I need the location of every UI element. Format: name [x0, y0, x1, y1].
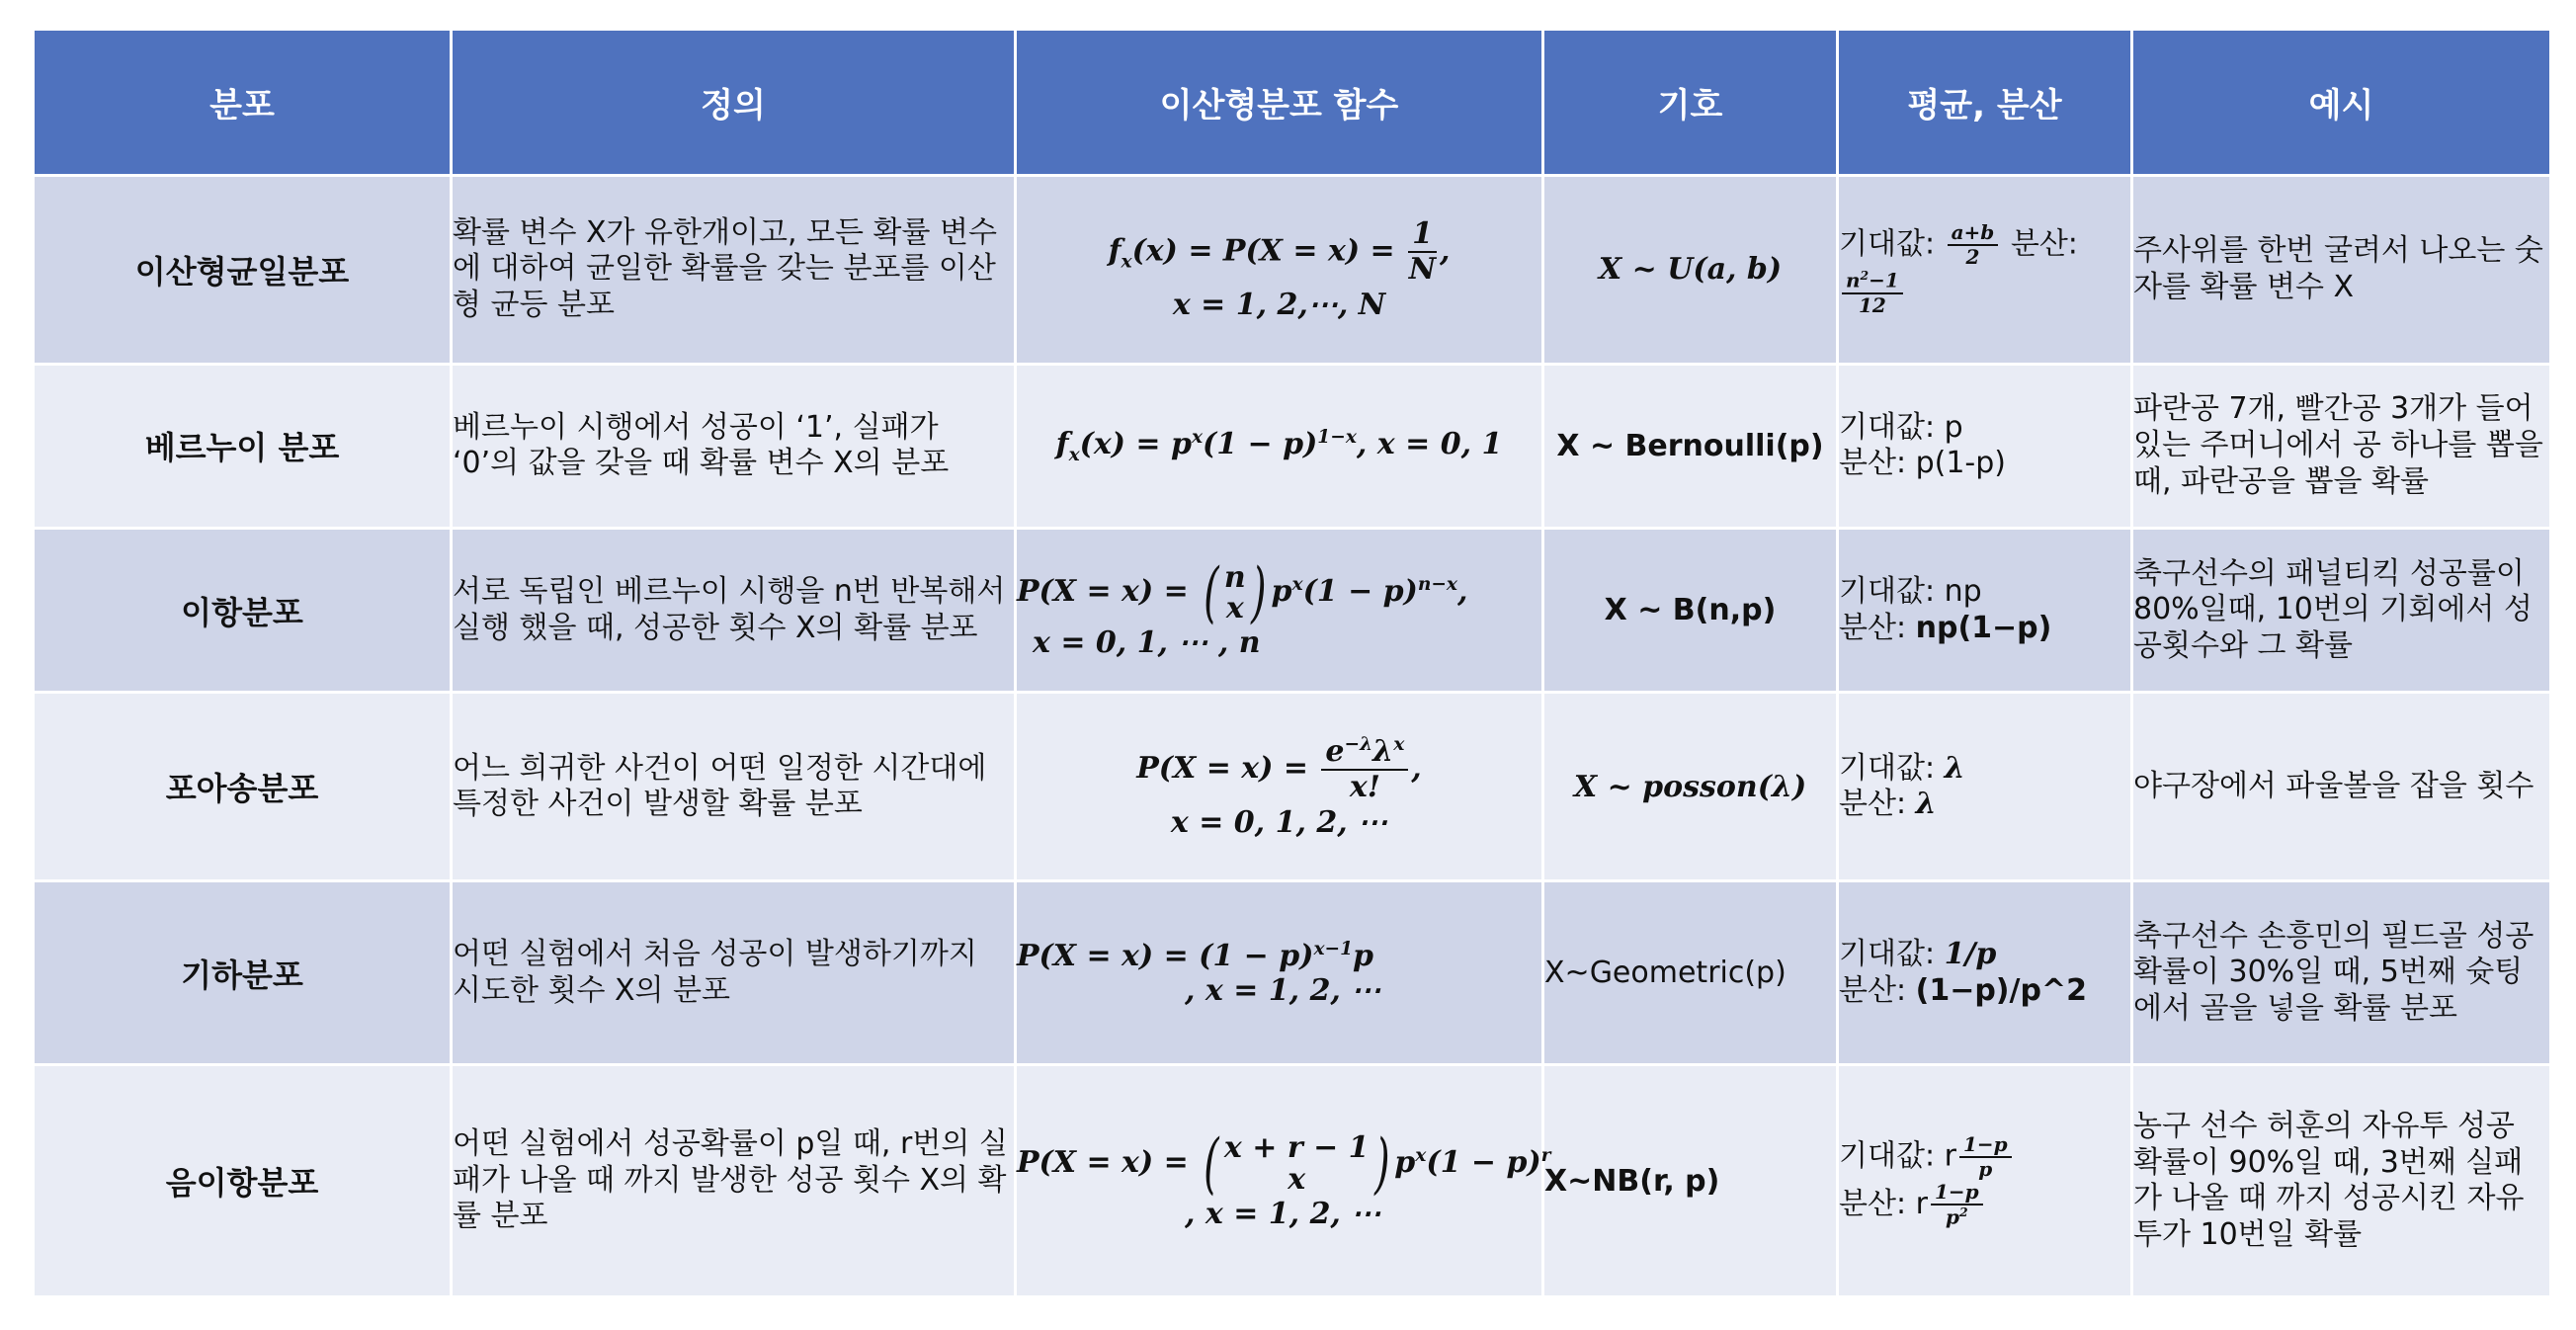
- distribution-name: 이산형균일분포: [34, 176, 452, 365]
- header-row: [34, 30, 2551, 176]
- pmf-cell: $P(X = x) = (1 - p)^{x-1}p$ , x = 1, 2, ⋯: [1016, 880, 1543, 1064]
- distribution-table: [32, 28, 2552, 1298]
- definition-cell: 어떤 실험에서 처음 성공이 발생하기까지 시도한 횟수 X의 분포: [452, 880, 1016, 1064]
- header-pmf: 이산형분포 함수: [1016, 30, 1543, 176]
- symbol-cell: X ~ posson(λ): [1543, 693, 1838, 881]
- mean-variance-cell: 기대값: $\frac{a+b}{2}$ 분산: $\frac{n^2-1}{12}$: [1838, 176, 2132, 365]
- table-row: [34, 176, 2551, 365]
- table-row: [34, 693, 2551, 881]
- mean-variance-cell: 기대값: r $\frac{1-p}{p}$ 분산: r $\frac{1-p}{p^2}$: [1838, 1065, 2132, 1297]
- distribution-name: 베르누이 분포: [34, 364, 452, 528]
- pmf-cell: P(X = x) = ( x + r − 1 x ) $p^x(1 - p)^r$ , x = 1, 2, ⋯: [1016, 1065, 1543, 1297]
- pmf-cell: P(X = x) = ( n x ) $p^x(1 - p)^{n-x}$, x = 0, 1, ⋯ , n: [1016, 528, 1543, 692]
- mean-variance-cell: 기대값: 1/p 분산: (1−p)/p^2: [1838, 880, 2132, 1064]
- definition-cell: 서로 독립인 베르누이 시행을 n번 반복해서 실행 했을 때, 성공한 횟수 X의 확률 분포: [452, 528, 1016, 692]
- symbol-cell: X~Geometric(p): [1543, 880, 1838, 1064]
- header-example: 예시: [2132, 30, 2551, 176]
- symbol-cell: X~NB(r, p): [1543, 1065, 1838, 1297]
- example-cell: 야구장에서 파울볼을 잡을 횟수: [2132, 693, 2551, 881]
- definition-cell: 베르누이 시행에서 성공이 ‘1’, 실패가 ‘0’의 값을 갖을 때 확률 변수 X의 분포: [452, 364, 1016, 528]
- pmf-cell: $f_x(x) = p^x(1 - p)^{1-x}$, x = 0, 1: [1016, 364, 1543, 528]
- table-row: [34, 364, 2551, 528]
- header-definition: 정의: [452, 30, 1016, 176]
- symbol-cell: X ~ B(n,p): [1543, 528, 1838, 692]
- example-cell: 농구 선수 허훈의 자유투 성공 확률이 90%일 때, 3번째 실패가 나올 때 까지 성공시킨 자유투가 10번일 확률: [2132, 1065, 2551, 1297]
- mean-variance-cell: 기대값: p 분산: p(1-p): [1838, 364, 2132, 528]
- header-symbol: 기호: [1543, 30, 1838, 176]
- table-row: [34, 528, 2551, 692]
- pmf-cell: $f_x(x) = P(X = x)$ = $\frac{1}{N}$ , x = 1, 2,⋯, N: [1016, 176, 1543, 365]
- pmf-cell: P(X = x) = $\frac{e^{-\lambda}\lambda^x}{x!}$ , x = 0, 1, 2, ⋯: [1016, 693, 1543, 881]
- example-cell: 주사위를 한번 굴려서 나오는 숫자를 확률 변수 X: [2132, 176, 2551, 365]
- example-cell: 파란공 7개, 빨간공 3개가 들어있는 주머니에서 공 하나를 뽑을 때, 파란공을 뽑을 확률: [2132, 364, 2551, 528]
- definition-cell: 확률 변수 X가 유한개이고, 모든 확률 변수에 대하여 균일한 확률을 갖는 분포를 이산형 균등 분포: [452, 176, 1016, 365]
- example-cell: 축구선수 손흥민의 필드골 성공 확률이 30%일 때, 5번째 슛팅에서 골을 넣을 확률 분포: [2132, 880, 2551, 1064]
- example-cell: 축구선수의 패널티킥 성공률이 80%일때, 10번의 기회에서 성공횟수와 그 확률: [2132, 528, 2551, 692]
- header-mean-variance: 평균, 분산: [1838, 30, 2132, 176]
- distribution-name: 음이항분포: [34, 1065, 452, 1297]
- header-distribution: 분포: [34, 30, 452, 176]
- symbol-cell: X ~ Bernoulli(p): [1543, 364, 1838, 528]
- definition-cell: 어떤 실험에서 성공확률이 p일 때, r번의 실패가 나올 때 까지 발생한 성공 횟수 X의 확률 분포: [452, 1065, 1016, 1297]
- table-row: [34, 880, 2551, 1064]
- distribution-name: 기하분포: [34, 880, 452, 1064]
- definition-cell: 어느 희귀한 사건이 어떤 일정한 시간대에 특정한 사건이 발생할 확률 분포: [452, 693, 1016, 881]
- distribution-name: 이항분포: [34, 528, 452, 692]
- mean-variance-cell: 기대값: np 분산: np(1−p): [1838, 528, 2132, 692]
- table-row: [34, 1065, 2551, 1297]
- distribution-name: 포아송분포: [34, 693, 452, 881]
- symbol-cell: X ~ U(a, b): [1543, 176, 1838, 365]
- mean-variance-cell: 기대값: λ 분산: λ: [1838, 693, 2132, 881]
